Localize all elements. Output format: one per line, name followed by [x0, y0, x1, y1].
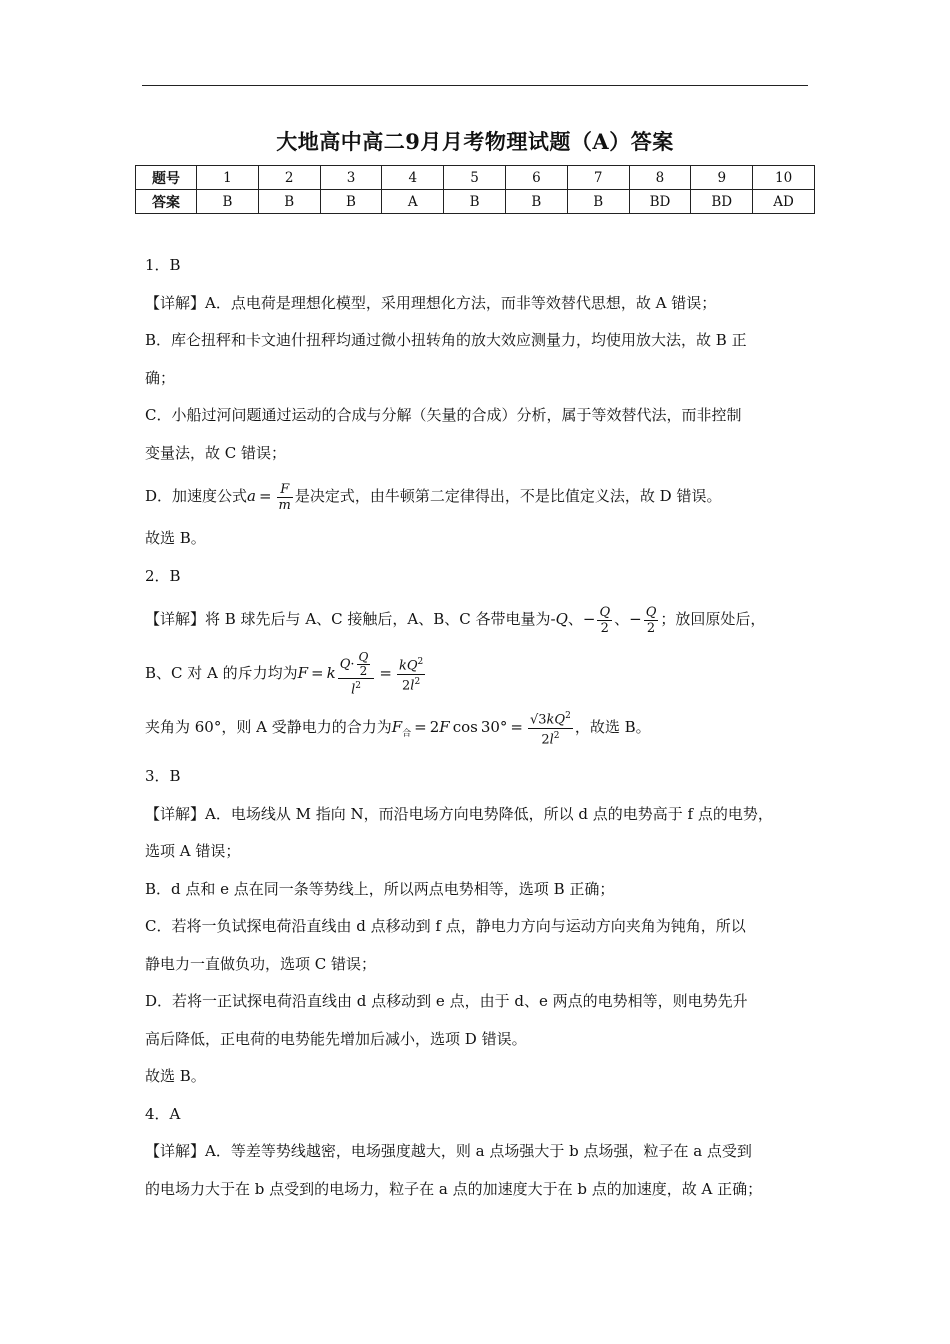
q3-line: 选项 A 错误； — [145, 842, 241, 860]
fraction-q-half: $\frac{Q}{2}$ — [645, 604, 657, 636]
q4-heading: 4．A — [145, 1104, 181, 1123]
question-number: 4 — [382, 166, 444, 190]
answer-label: 答案 — [136, 190, 197, 214]
q1-heading: 1．B — [145, 256, 181, 274]
answer-cell: AD — [753, 190, 815, 214]
question-number: 8 — [629, 166, 691, 190]
q1-line: 变量法，故 C 错误； — [145, 443, 287, 462]
fraction-kq2: $\frac{kQ^2}{2l^2}$ — [398, 657, 424, 693]
answer-cell: B — [444, 190, 506, 214]
question-number: 1 — [197, 166, 259, 190]
q3-line: C．若将一负试探电荷沿直线由 d 点移动到 f 点，静电力方向与运动方向夹角为钝角，所以 — [145, 917, 746, 935]
table-row-answers — [136, 190, 815, 214]
answer-cell: B — [320, 190, 382, 214]
answer-cell: B — [505, 190, 567, 214]
fraction-f-over-m: $\frac{F}{m}$ — [278, 481, 291, 513]
fraction-coulomb: Q· $\frac{Q}{2}$ $l^2$ — [338, 651, 375, 697]
formula-a: a — [247, 487, 256, 505]
q3-line: 高后降低，正电荷的电势能先增加后减小，选项 D 错误。 — [145, 1029, 527, 1048]
q1-line: 确； — [145, 368, 176, 387]
question-number: 6 — [505, 166, 567, 190]
answer-explanations — [145, 247, 815, 1208]
answer-cell: BD — [691, 190, 753, 214]
answer-cell: A — [382, 190, 444, 214]
fraction-resultant: $\frac{√3kQ^2}{2l^2}$ — [529, 711, 571, 747]
answer-cell: BD — [629, 190, 691, 214]
fraction-q-half: $\frac{Q}{2}$ — [599, 604, 611, 636]
q3-line: B．d 点和 e 点在同一条等势线上，所以两点电势相等，选项 B 正确； — [145, 879, 615, 898]
q1-line: C．小船过河问题通过运动的合成与分解（矢量的合成）分析，属于等效替代法，而非控制 — [145, 406, 742, 424]
answer-cell: B — [567, 190, 629, 214]
q4-line: 的电场力大于在 b 点受到的电场力，粒子在 a 点的加速度大于在 b 点的加速度，故 A 正确； — [145, 1179, 763, 1198]
header-rule — [142, 85, 808, 86]
table-row-numbers — [136, 166, 815, 190]
q2-line-resultant: 夹角为 60°，则 A 受静电力的合力为$F_合 = 2F$ cos 30° = $\frac{√3kQ^2}{2l^2}$ ，故选 B。 — [145, 711, 651, 747]
question-number: 7 — [567, 166, 629, 190]
q3-line: 【详解】A．电场线从 M 指向 N，而沿电场方向电势降低，所以 d 点的电势高于 f 点的电势， — [145, 804, 773, 823]
question-number: 9 — [691, 166, 753, 190]
page-title: 大地高中高二9月月考物理试题（A）答案 — [276, 129, 674, 154]
header-label: 题号 — [136, 166, 197, 190]
answer-table — [135, 165, 815, 214]
question-number: 3 — [320, 166, 382, 190]
question-number: 2 — [258, 166, 320, 190]
q3-line: D．若将一正试探电荷沿直线由 d 点移动到 e 点，由于 d、e 两点的电势相等，则电势先升 — [145, 992, 748, 1010]
q3-line: 静电力一直做负功，选项 C 错误； — [145, 954, 377, 973]
answer-cell: B — [197, 190, 259, 214]
q2-heading: 2．B — [145, 566, 181, 585]
question-number: 10 — [753, 166, 815, 190]
q1-line: B．库仑扭秤和卡文迪什扭秤均通过微小扭转角的放大效应测量力，均使用放大法，故 B 正 — [145, 331, 747, 349]
q2-line-force: B、C 对 A 的斥力均为F = k Q· $\frac{Q}{2}$ $l^2$ = $\frac{kQ^2}{2l^2}$ — [145, 649, 424, 698]
q4-line: 【详解】A．等差等势线越密，电场强度越大，则 a 点场强大于 b 点场强，粒子在 a 点受到 — [145, 1142, 752, 1160]
q3-heading: 3．B — [145, 767, 181, 785]
answer-cell: B — [258, 190, 320, 214]
q1-line-formula: D．加速度公式a = $\frac{F}{m}$ 是决定式，由牛顿第二定律得出，不是比值定义法，故 D 错误。 — [145, 481, 722, 513]
q1-line: 故选 B。 — [145, 529, 206, 547]
q3-line: 故选 B。 — [145, 1067, 206, 1085]
question-number: 5 — [444, 166, 506, 190]
q1-line: 【详解】A．点电荷是理想化模型，采用理想化方法，而非等效替代思想，故 A 错误； — [145, 293, 717, 312]
q2-line-charges: 【详解】将 B 球先后与 A、C 接触后，A、B、C 各带电量为-Q、− $\frac{Q}{2}$ 、− $\frac{Q}{2}$ ；放回原处后， — [145, 604, 766, 636]
